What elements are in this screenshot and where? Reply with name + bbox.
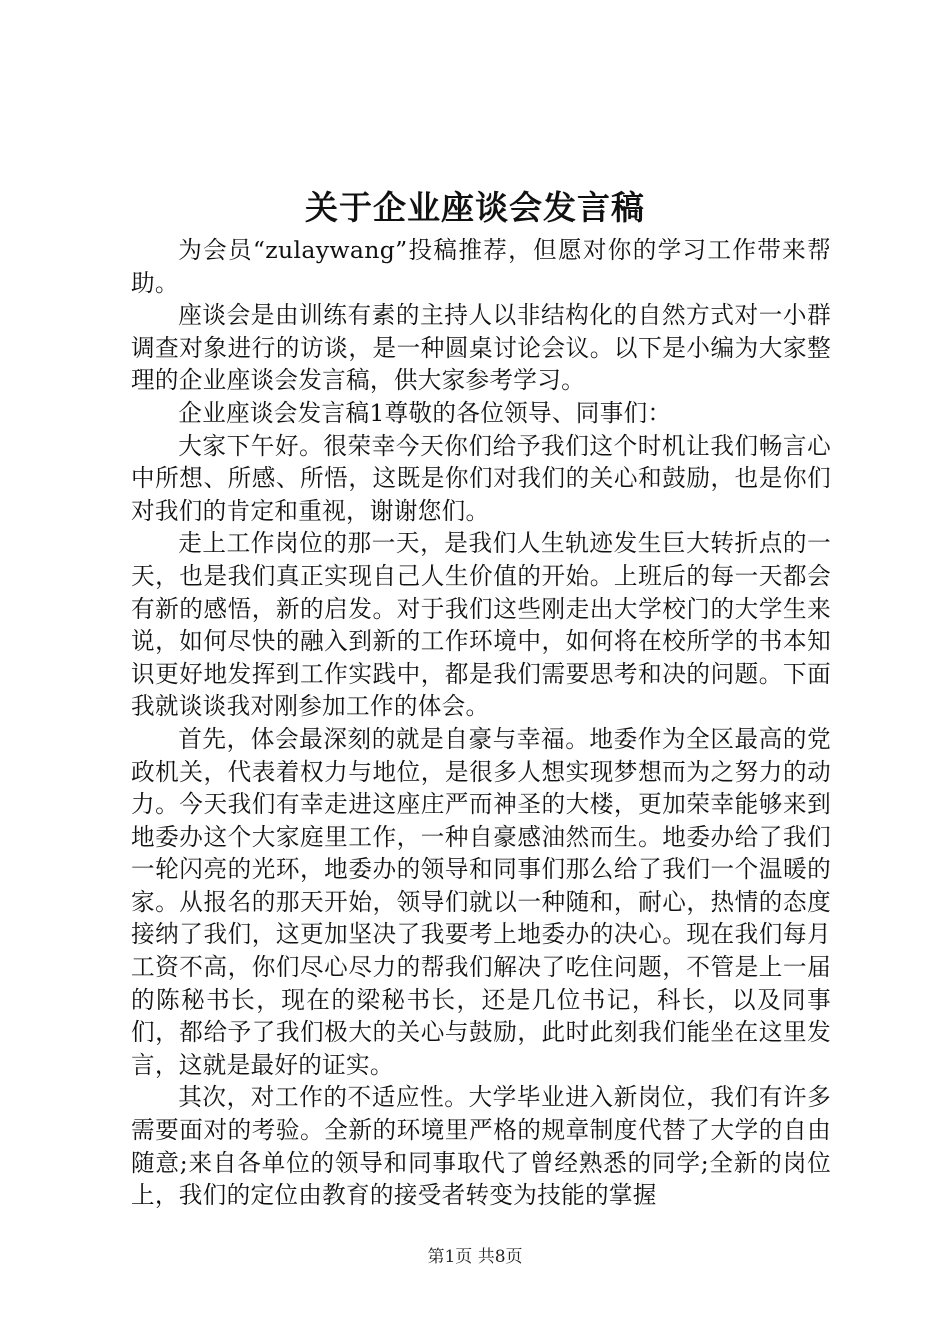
paragraph: 大家下午好。很荣幸今天你们给予我们这个时机让我们畅言心中所想、所感、所悟，这既是你们对我们的关心和鼓励，也是你们对我们的肯定和重视，谢谢您们。	[131, 431, 831, 525]
document-title: 关于企业座谈会发言稿	[305, 188, 645, 227]
paragraph: 座谈会是由训练有素的主持人以非结构化的自然方式对一小群调查对象进行的访谈，是一种圆桌讨论会议。以下是小编为大家整理的企业座谈会发言稿，供大家参考学习。	[131, 301, 831, 395]
page-footer: 第1页 共8页	[427, 1247, 523, 1267]
paragraph: 其次，对工作的不适应性。大学毕业进入新岗位，我们有许多需要面对的考验。全新的环境里严格的规章制度代替了大学的自由随意;来自各单位的领导和同事取代了曾经熟悉的同学;全新的岗位上，我们的定位由教育的接受者转变为技能的掌握	[131, 1083, 831, 1210]
paragraph: 走上工作岗位的那一天，是我们人生轨迹发生巨大转折点的一天，也是我们真正实现自己人生价值的开始。上班后的每一天都会有新的感悟，新的启发。对于我们这些刚走出大学校门的大学生来说，如何尽快的融入到新的工作环境中，如何将在校所学的书本知识更好地发挥到工作实践中，都是我们需要思考和决的问题。下面我就谈谈我对刚参加工作的体会。	[131, 529, 831, 721]
paragraph: 为会员“zulaywang”投稿推荐，但愿对你的学习工作带来帮助。	[131, 236, 831, 297]
paragraph: 企业座谈会发言稿1尊敬的各位领导、同事们：	[178, 398, 672, 427]
document-body	[131, 234, 831, 1212]
paragraph: 首先，体会最深刻的就是自豪与幸福。地委作为全区最高的党政机关，代表着权力与地位，是很多人想实现梦想而为之努力的动力。今天我们有幸走进这座庄严而神圣的大楼，更加荣幸能够来到地委办这个大家庭里工作，一种自豪感油然而生。地委办给了我们一轮闪亮的光环，地委办的领导和同事们那么给了我们一个温暖的家。从报名的那天开始，领导们就以一种随和，耐心，热情的态度接纳了我们，这更加坚决了我要考上地委办的决心。现在我们每月工资不高，你们尽心尽力的帮我们解决了吃住问题，不管是上一届的陈秘书长，现在的梁秘书长，还是几位书记，科长，以及同事们，都给予了我们极大的关心与鼓励，此时此刻我们能坐在这里发言，这就是最好的证实。	[131, 724, 831, 1079]
